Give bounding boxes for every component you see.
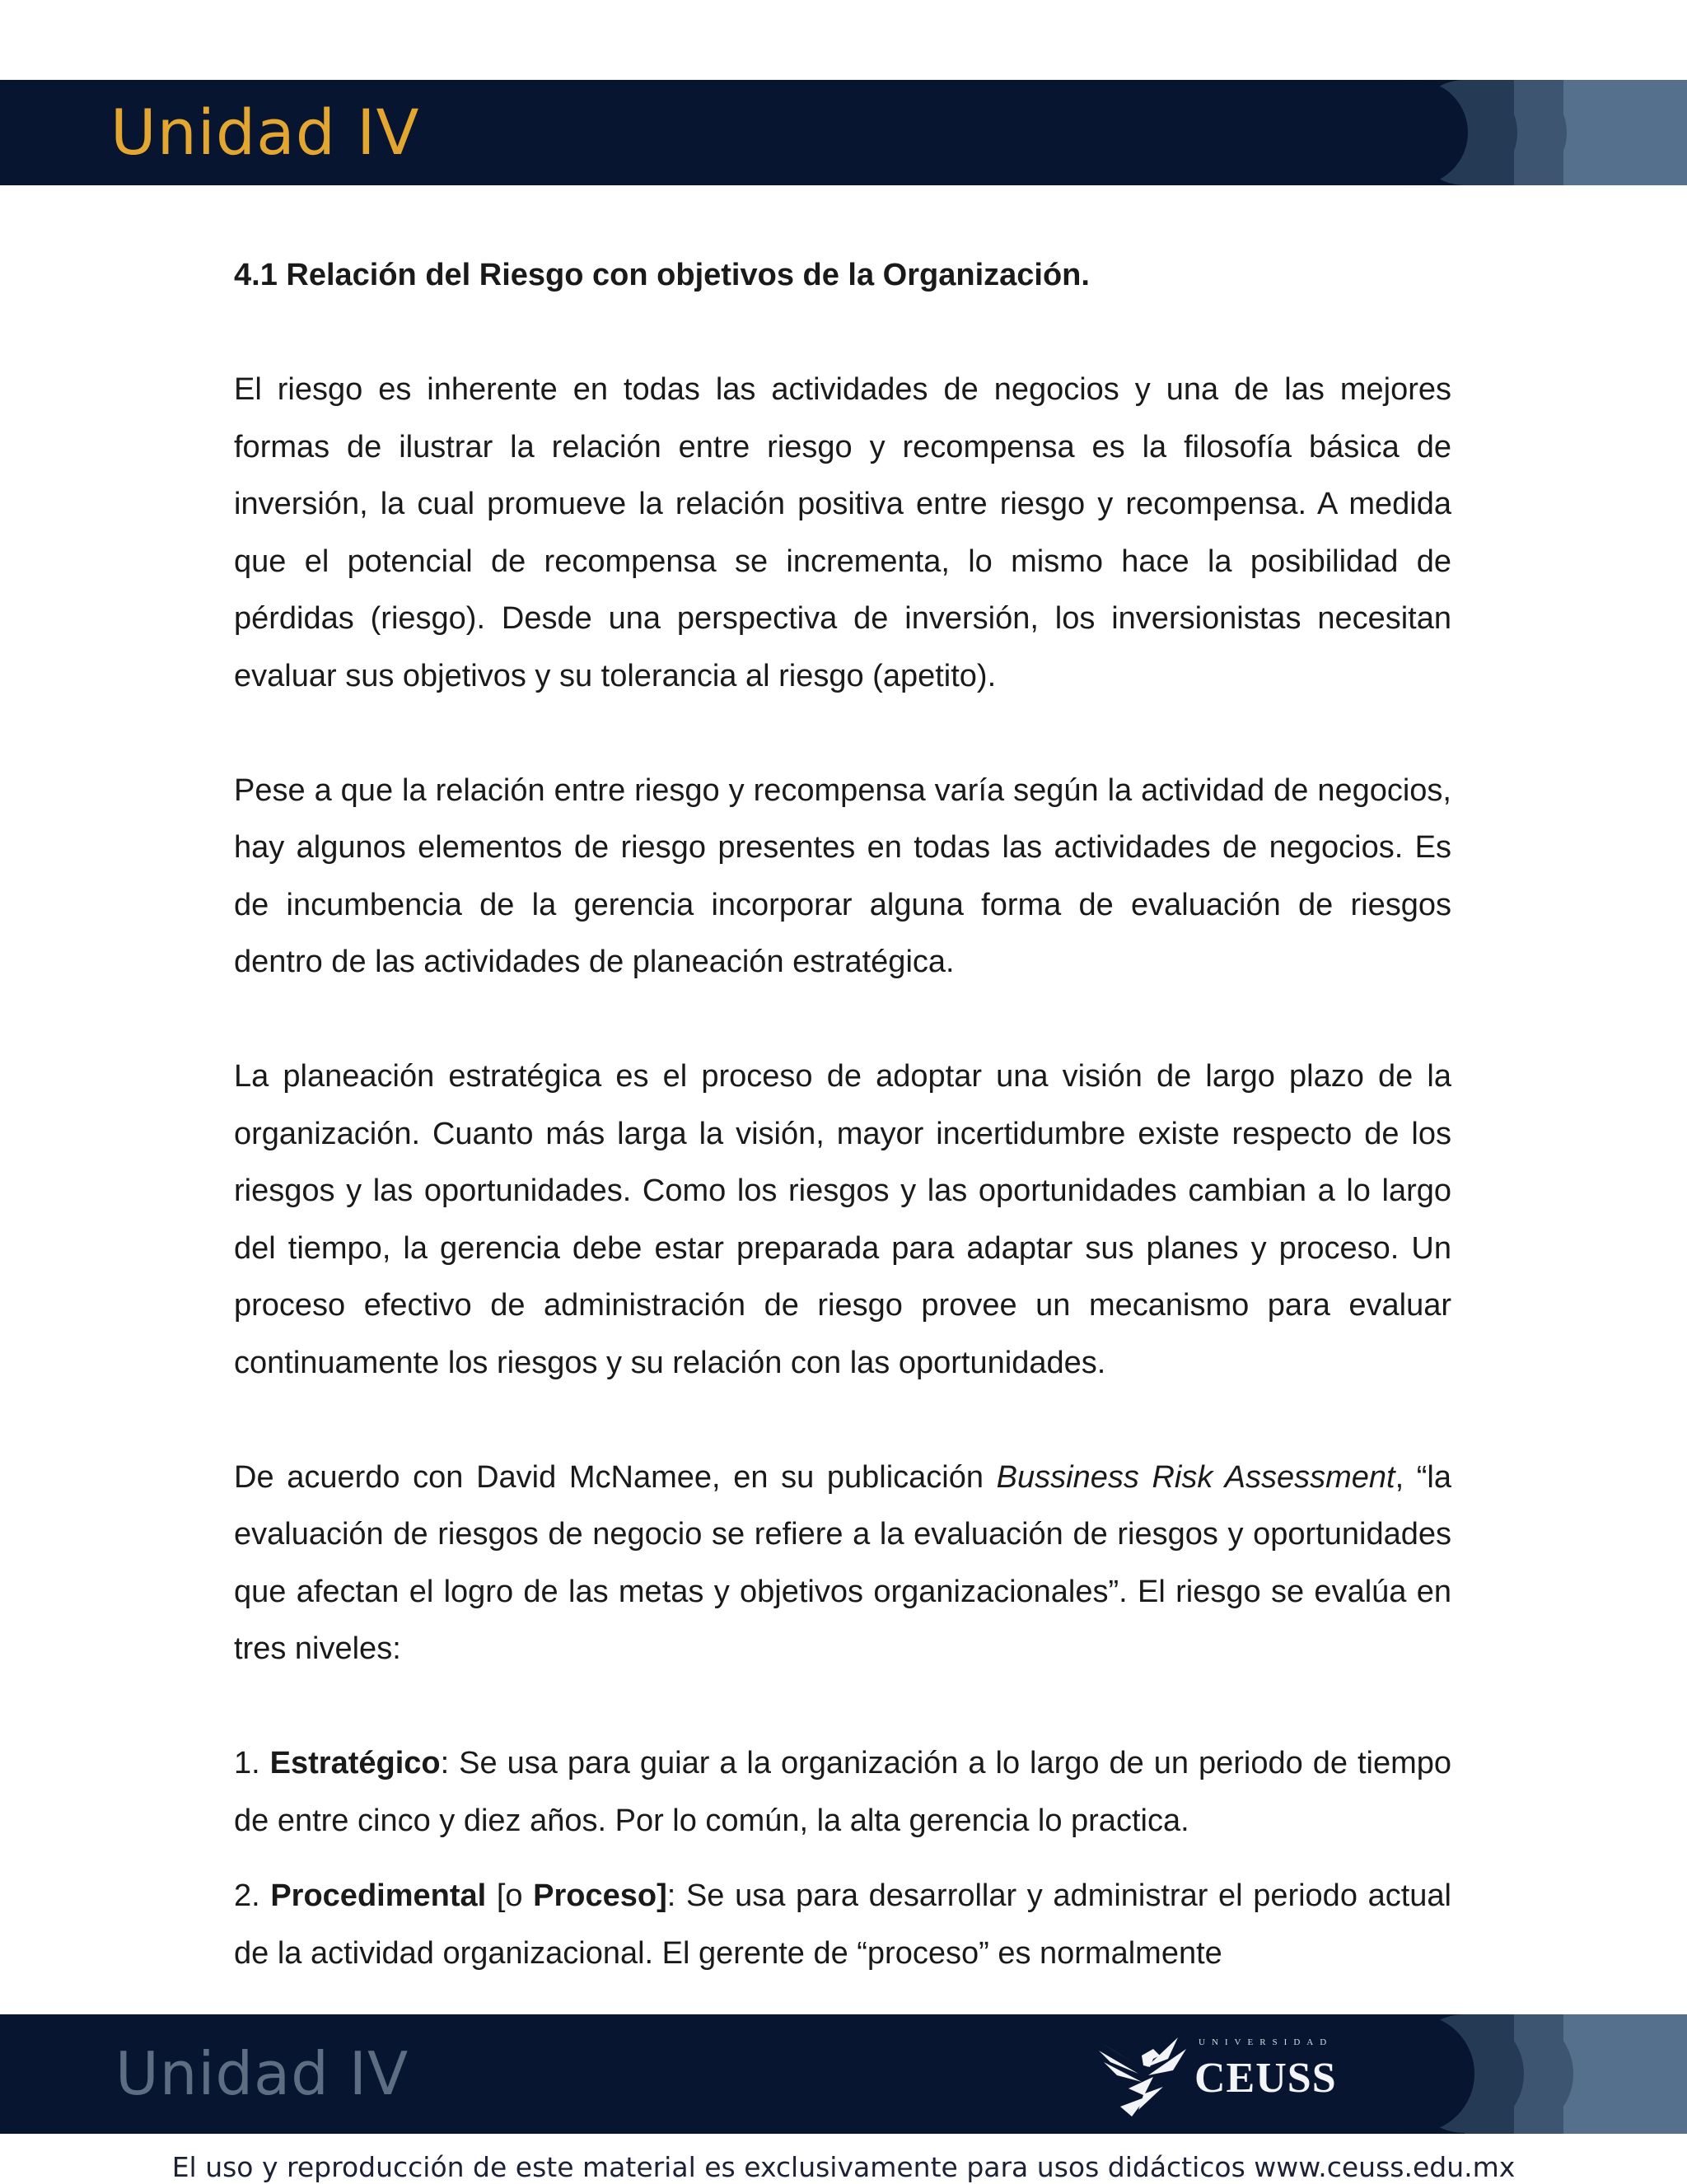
section-heading: 4.1 Relación del Riesgo con objetivos de la Organización.: [234, 258, 1090, 292]
footer-band: [0, 2014, 1687, 2134]
list-text: : Se usa para desarrollar y administrar el periodo actual de la actividad organizacional. El gerente de “proceso” es normalmente: [234, 1878, 1451, 1971]
logo-wordmark: CEUSS: [1194, 2055, 1337, 2102]
paragraph-4: [234, 1449, 1451, 1678]
document-body: [234, 247, 1451, 1982]
eagle-logo-icon: [1096, 2031, 1194, 2121]
header-decoration: [1358, 80, 1687, 185]
list-text: : Se usa para guiar a la organización a lo largo de un periodo de tiempo de entre cinco y diez años. Por lo común, la alta gerencia lo practica.: [234, 1746, 1452, 1838]
usage-disclaimer: El uso y reproducción de este material es exclusivamente para usos didácticos www.ceuss.edu.mx: [171, 2151, 1516, 2183]
paragraph-4-text-before: De acuerdo con David McNamee, en su publicación: [234, 1459, 997, 1495]
header-band: [0, 80, 1687, 185]
footer-unit-title: Unidad IV: [115, 2039, 409, 2108]
list-term-connector: o: [505, 1878, 534, 1913]
list-number: 1.: [234, 1746, 270, 1780]
paragraph-3: La planeación estratégica es el proceso de adoptar una visión de largo plazo de la organización. Cuanto más larga la visión, mayor incertidumbre existe respecto de los riesgos y las oportunidades. Como los riesgos y las oportunidades cambian a lo largo del tiempo, la gerencia debe estar preparada para adaptar sus planes y proceso. Un proceso efectivo de administración de riesgo provee un mecanismo para evaluar continuamente los riesgos y su relación con las oportunidades.: [234, 1059, 1451, 1380]
logo-university-label: UNIVERSIDAD: [1199, 2037, 1334, 2047]
ceuss-logo: [1096, 2031, 1343, 2121]
list-item-strategic: [234, 1735, 1451, 1850]
list-term-alt: Proceso]: [533, 1878, 667, 1913]
paragraph-2: Pese a que la relación entre riesgo y recompensa varía según la actividad de negocios, hay algunos elementos de riesgo presentes en todas las actividades de negocios. Es de incumbencia de la gerencia incorporar alguna forma de evaluación de riesgos dentro de las actividades de planeación estratégica.: [234, 772, 1451, 979]
publication-title: Bussiness Risk Assessment: [996, 1459, 1395, 1495]
list-term: Procedimental: [270, 1878, 487, 1913]
footer-decoration: [1358, 2014, 1687, 2134]
list-term: Estratégico: [269, 1746, 441, 1780]
paragraph-1: El riesgo es inherente en todas las actividades de negocios y una de las mejores formas de ilustrar la relación entre riesgo y recompensa es la filosofía básica de inversión, la cual promueve la relación positiva entre riesgo y recompensa. A medida que el potencial de recompensa se incrementa, lo mismo hace la posibilidad de pérdidas (riesgo). Desde una perspectiva de inversión, los inversionistas necesitan evaluar sus objetivos y su tolerancia al riesgo (apetito).: [234, 372, 1451, 693]
list-bracket: [: [486, 1878, 506, 1913]
unit-title: Unidad IV: [110, 96, 420, 169]
list-item-procedural: [234, 1868, 1451, 1982]
list-number: 2.: [234, 1878, 271, 1913]
paragraph-4-text-after: , “la evaluación de riesgos de negocio se refiere a la evaluación de riesgos y oportunidades que afectan el logro de las metas y objetivos organizacionales”. El riesgo se evalúa en tres niveles:: [234, 1459, 1451, 1666]
